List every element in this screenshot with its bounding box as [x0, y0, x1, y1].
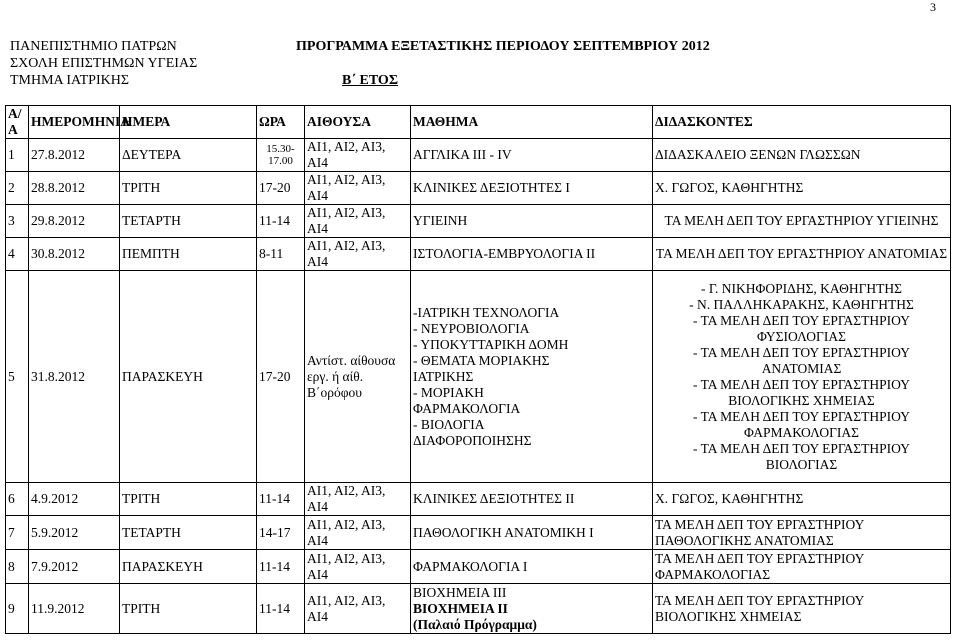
exam-schedule-table [5, 105, 951, 634]
teacher-line: - ΤΑ ΜΕΛΗ ΔΕΠ ΤΟΥ ΕΡΓΑΣΤΗΡΙΟΥ [692, 408, 910, 424]
teacher-line: ΒΙΟΛΟΓΙΑΣ [765, 456, 838, 472]
row-date: 28.8.2012 [29, 172, 120, 205]
course-line: ΙΑΤΡΙΚΗΣ [413, 368, 474, 384]
teacher-line: - ΤΑ ΜΕΛΗ ΔΕΠ ΤΟΥ ΕΡΓΑΣΤΗΡΙΟΥ [692, 440, 910, 456]
row-teachers: Χ. ΓΩΓΟΣ, ΚΑΘΗΓΗΤΗΣ [653, 172, 951, 205]
row-number: 9 [6, 584, 29, 634]
course-line: ΒΙΟΧΗΜΕΙΑ ΙΙΙ [413, 584, 507, 600]
row-time: 17-20 [257, 172, 305, 205]
row-number: 6 [6, 483, 29, 516]
row-day: ΤΡΙΤΗ [120, 172, 257, 205]
table-row [6, 584, 951, 634]
row-time: 17-20 [257, 271, 305, 483]
column-header: ΩΡΑ [257, 106, 305, 139]
teacher-line: ΑΝΑΤΟΜΙΑΣ [761, 360, 842, 376]
course-line: -ΙΑΤΡΙΚΗ ΤΕΧΝΟΛΟΓΙΑ [413, 304, 560, 320]
table-row [6, 238, 951, 271]
row-date: 31.8.2012 [29, 271, 120, 483]
school-name: ΣΧΟΛΗ ΕΠΙΣΤΗΜΩΝ ΥΓΕΙΑΣ [10, 56, 198, 71]
teacher-line: - ΤΑ ΜΕΛΗ ΔΕΠ ΤΟΥ ΕΡΓΑΣΤΗΡΙΟΥ [692, 376, 910, 392]
row-teachers: Χ. ΓΩΓΟΣ, ΚΑΘΗΓΗΤΗΣ [653, 483, 951, 516]
teacher-line: - ΤΑ ΜΕΛΗ ΔΕΠ ΤΟΥ ΕΡΓΑΣΤΗΡΙΟΥ [692, 344, 910, 360]
row-course: ΙΣΤΟΛΟΓΙΑ-ΕΜΒΡΥΟΛΟΓΙΑ ΙΙ [411, 238, 653, 271]
column-header: ΜΑΘΗΜΑ [411, 106, 653, 139]
row-course: ΥΓΙΕΙΝΗ [411, 205, 653, 238]
teacher-line: - Γ. ΝΙΚΗΦΟΡΙΔΗΣ, ΚΑΘΗΓΗΤΗΣ [700, 280, 903, 296]
row-number: 8 [6, 550, 29, 584]
row-time: 8-11 [257, 238, 305, 271]
course-line: - ΘΕΜΑΤΑ ΜΟΡΙΑΚΗΣ [413, 352, 550, 368]
program-title: ΠΡΟΓΡΑΜΜΑ ΕΞΕΤΑΣΤΙΚΗΣ ΠΕΡΙΟΔΟΥ ΣΕΠΤΕΜΒΡΙΟΥ 2012 [296, 39, 710, 54]
row-teachers: ΤΑ ΜΕΛΗ ΔΕΠ ΤΟΥ ΕΡΓΑΣΤΗΡΙΟΥ ΒΙΟΛΟΓΙΚΗΣ ΧΗΜΕΙΑΣ [653, 584, 951, 634]
row-number: 5 [6, 271, 29, 483]
table-row [6, 271, 951, 483]
row-date: 29.8.2012 [29, 205, 120, 238]
table-row [6, 550, 951, 584]
row-room: ΑΙ1, ΑΙ2, ΑΙ3, ΑΙ4 [305, 205, 411, 238]
row-time: 11-14 [257, 483, 305, 516]
row-day: ΔΕΥΤΕΡΑ [120, 139, 257, 172]
row-time: 15.30- 17.00 [257, 139, 305, 172]
row-time: 11-14 [257, 550, 305, 584]
row-room: ΑΙ1, ΑΙ2, ΑΙ3, ΑΙ4 [305, 139, 411, 172]
row-teachers: ΔΙΔΑΣΚΑΛΕΙΟ ΞΕΝΩΝ ΓΛΩΣΣΩΝ [653, 139, 951, 172]
course-line: - ΜΟΡΙΑΚΗ [413, 384, 484, 400]
row-room: ΑΙ1, ΑΙ2, ΑΙ3, ΑΙ4 [305, 584, 411, 634]
row-number: 7 [6, 516, 29, 550]
row-day: ΤΕΤΑΡΤΗ [120, 516, 257, 550]
institution-header [10, 38, 197, 89]
row-room: ΑΙ1, ΑΙ2, ΑΙ3, ΑΙ4 [305, 483, 411, 516]
row-day: ΤΡΙΤΗ [120, 584, 257, 634]
teacher-line: - ΤΑ ΜΕΛΗ ΔΕΠ ΤΟΥ ΕΡΓΑΣΤΗΡΙΟΥ [692, 312, 910, 328]
row-day: ΠΑΡΑΣΚΕΥΗ [120, 550, 257, 584]
teacher-line: - Ν. ΠΑΛΛΗΚΑΡΑΚΗΣ, ΚΑΘΗΓΗΤΗΣ [689, 296, 914, 312]
course-line: - ΥΠΟΚΥΤΤΑΡΙΚΗ ΔΟΜΗ [413, 336, 569, 352]
row-date: 4.9.2012 [29, 483, 120, 516]
row-day: ΠΑΡΑΣΚΕΥΗ [120, 271, 257, 483]
row-date: 11.9.2012 [29, 584, 120, 634]
row-room: ΑΙ1, ΑΙ2, ΑΙ3, ΑΙ4 [305, 238, 411, 271]
row-time: 11-14 [257, 584, 305, 634]
course-line: - ΒΙΟΛΟΓΙΑ [413, 416, 485, 432]
table-row [6, 139, 951, 172]
course-line-bold: (Παλαιό Πρόγραμμα) [413, 616, 537, 632]
row-date: 7.9.2012 [29, 550, 120, 584]
table-row [6, 516, 951, 550]
column-header: ΗΜΕΡΟΜΗΝΙΑ [29, 106, 120, 139]
row-course: ΚΛΙΝΙΚΕΣ ΔΕΞΙΟΤΗΤΕΣ Ι [411, 172, 653, 205]
table-row [6, 483, 951, 516]
course-line: ΔΙΑΦΟΡΟΠΟΙΗΣΗΣ [413, 432, 532, 448]
column-header: ΑΙΘΟΥΣΑ [305, 106, 411, 139]
row-number: 4 [6, 238, 29, 271]
teacher-line: ΦΥΣΙΟΛΟΓΙΑΣ [757, 328, 846, 344]
row-room: ΑΙ1, ΑΙ2, ΑΙ3, ΑΙ4 [305, 516, 411, 550]
row-teachers: ΤΑ ΜΕΛΗ ΔΕΠ ΤΟΥ ΕΡΓΑΣΤΗΡΙΟΥ ΦΑΡΜΑΚΟΛΟΓΙΑΣ [653, 550, 951, 584]
row-date: 30.8.2012 [29, 238, 120, 271]
row-number: 2 [6, 172, 29, 205]
column-header: ΔΙΔΑΣΚΟΝΤΕΣ [653, 106, 951, 139]
course-line: ΦΑΡΜΑΚΟΛΟΓΙΑ [413, 400, 521, 416]
table-row [6, 172, 951, 205]
row-course [411, 584, 653, 634]
teacher-line: ΒΙΟΛΟΓΙΚΗΣ ΧΗΜΕΙΑΣ [728, 392, 875, 408]
column-header: Α/Α [6, 106, 29, 139]
row-teachers [653, 271, 951, 483]
row-number: 1 [6, 139, 29, 172]
row-course: ΠΑΘΟΛΟΓΙΚΗ ΑΝΑΤΟΜΙΚΗ Ι [411, 516, 653, 550]
row-room: ΑΙ1, ΑΙ2, ΑΙ3, ΑΙ4 [305, 550, 411, 584]
row-course: ΑΓΓΛΙΚΑ ΙΙΙ - ΙV [411, 139, 653, 172]
university-name: ΠΑΝΕΠΙΣΤΗΜΙΟ ΠΑΤΡΩΝ [10, 39, 177, 54]
row-room: Αντίστ. αίθουσα εργ. ή αίθ. Β΄ορόφου [305, 271, 411, 483]
row-time: 14-17 [257, 516, 305, 550]
row-teachers: ΤΑ ΜΕΛΗ ΔΕΠ ΤΟΥ ΕΡΓΑΣΤΗΡΙΟΥ ΠΑΘΟΛΟΓΙΚΗΣ ΑΝΑΤΟΜΙΑΣ [653, 516, 951, 550]
row-course: ΚΛΙΝΙΚΕΣ ΔΕΞΙΟΤΗΤΕΣ ΙΙ [411, 483, 653, 516]
course-line-bold: ΒΙΟΧΗΜΕΙΑ ΙΙ [413, 600, 508, 616]
year-title: Β΄ ΕΤΟΣ [342, 73, 398, 88]
row-teachers: ΤΑ ΜΕΛΗ ΔΕΠ ΤΟΥ ΕΡΓΑΣΤΗΡΙΟΥ ΑΝΑΤΟΜΙΑΣ [653, 238, 951, 271]
page-number: 3 [930, 0, 936, 14]
row-date: 27.8.2012 [29, 139, 120, 172]
teacher-line: ΦΑΡΜΑΚΟΛΟΓΙΑΣ [743, 424, 860, 440]
row-number: 3 [6, 205, 29, 238]
course-line: - ΝΕΥΡΟΒΙΟΛΟΓΙΑ [413, 320, 530, 336]
row-date: 5.9.2012 [29, 516, 120, 550]
row-course [411, 271, 653, 483]
department-name: ΤΜΗΜΑ ΙΑΤΡΙΚΗΣ [10, 73, 129, 88]
column-header: ΗΜΕΡΑ [120, 106, 257, 139]
row-room: ΑΙ1, ΑΙ2, ΑΙ3, ΑΙ4 [305, 172, 411, 205]
table-header-row [6, 106, 951, 139]
row-time: 11-14 [257, 205, 305, 238]
row-day: ΤΕΤΑΡΤΗ [120, 205, 257, 238]
row-course: ΦΑΡΜΑΚΟΛΟΓΙΑ Ι [411, 550, 653, 584]
row-day: ΠΕΜΠΤΗ [120, 238, 257, 271]
row-day: ΤΡΙΤΗ [120, 483, 257, 516]
table-row [6, 205, 951, 238]
row-teachers: ΤΑ ΜΕΛΗ ΔΕΠ ΤΟΥ ΕΡΓΑΣΤΗΡΙΟΥ ΥΓΙΕΙΝΗΣ [653, 205, 951, 238]
